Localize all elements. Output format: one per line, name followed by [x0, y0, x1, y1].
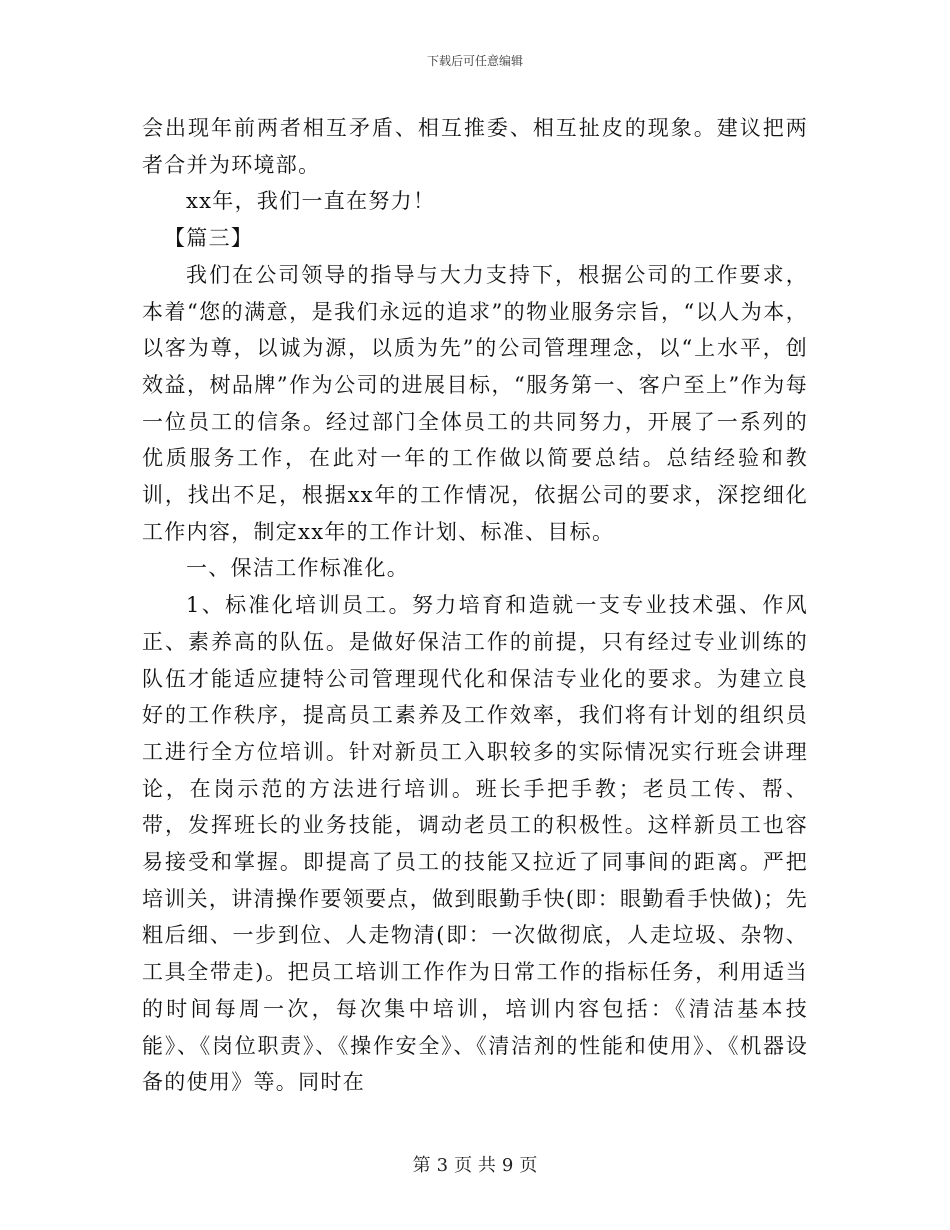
paragraph-closing: xx年，我们一直在努力！ [186, 189, 436, 214]
footer-middle: 页 共 [454, 1155, 496, 1176]
footer-suffix: 页 [519, 1155, 538, 1176]
page-footer [0, 1155, 950, 1177]
document-body [142, 110, 808, 1101]
page-header: 下载后可任意编辑 [426, 54, 523, 68]
footer-prefix: 第 [412, 1155, 431, 1176]
paragraph-training: 1、标准化培训员工。努力培育和造就一支专业技术强、作风正、素养高的队伍。是做好保洁工作的前提，只有经过专业训练的队伍才能适应捷特公司管理现代化和保洁专业化的要求。为建立良好的工作秩序，提高员工素养及工作效率，我们将有计划的组织员工进行全方位培训。针对新员工入职较多的实际情况实行班会讲理论，在岗示范的方法进行培训。班长手把手教；老员工传、帮、带，发挥班长的业务技能，调动老员工的积极性。这样新员工也容易接受和掌握。即提高了员工的技能又拉近了同事间的距离。严把培训关，讲清操作要领要点，做到眼勤手快(即：眼勤看手快做)；先粗后细、一步到位、人走物清(即：一次做彻底，人走垃圾、杂物、工具全带走)。把员工培训工作作为日常工作的指标任务，利用适当的时间每周一次，每次集中培训，培训内容包括：《清洁基本技能》、《岗位职责》、《操作安全》、《清洁剂的性能和使用》、《机器设备的使用》等。同时在 [142, 593, 808, 1095]
page-total: 9 [501, 1155, 514, 1176]
section-heading: 【篇三】 [164, 226, 254, 251]
paragraph-continuation: 会出现年前两者相互矛盾、相互推委、相互扯皮的现象。建议把两者合并为环境部。 [142, 116, 808, 177]
paragraph-intro: 我们在公司领导的指导与大力支持下，根据公司的工作要求，本着“您的满意，是我们永远的追求”的物业服务宗旨，“以人为本，以客为尊，以诚为源，以质为先”的公司管理理念，以“上水平，创效益，树品牌”作为公司的进展目标，“服务第一、客户至上”作为每一位员工的信条。经过部门全体员工的共同努力，开展了一系列的优质服务工作，在此对一年的工作做以简要总结。总结经验和教训，找出不足，根据xx年的工作情况，依据公司的要求，深挖细化工作内容，制定xx年的工作计划、标准、目标。 [142, 262, 808, 544]
subsection-heading: 一、保洁工作标准化。 [186, 556, 409, 581]
page-number: 3 [436, 1155, 449, 1176]
